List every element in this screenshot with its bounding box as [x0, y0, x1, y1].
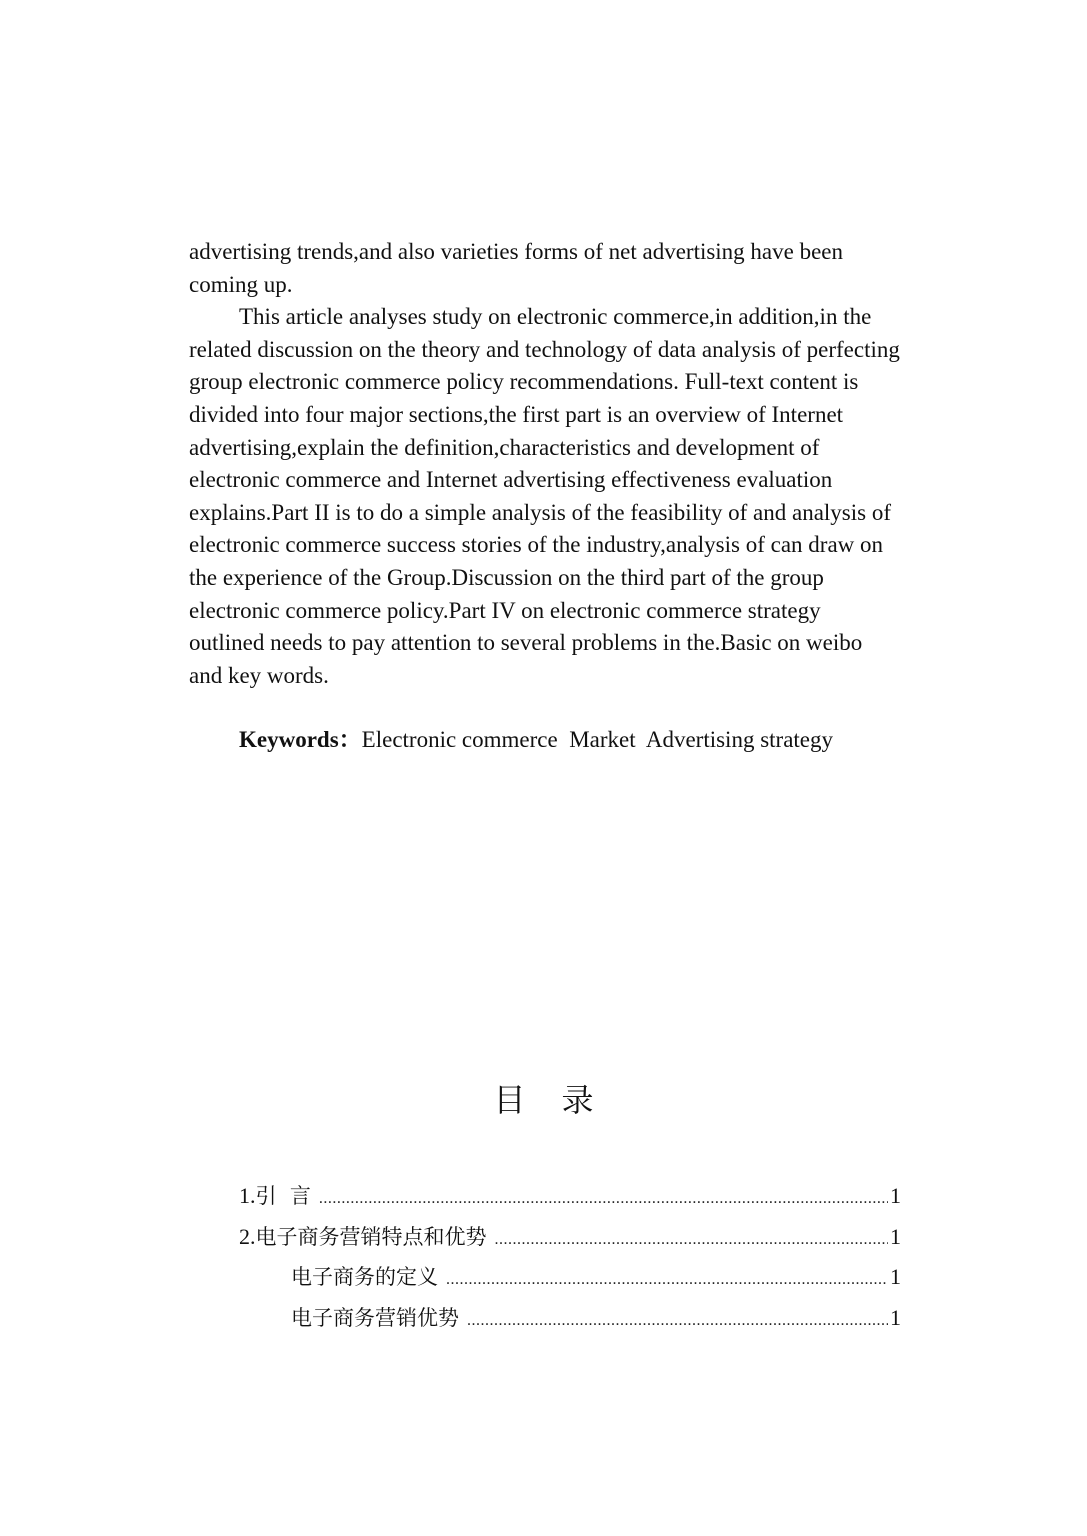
- toc-entry-text: 电子商务的定义: [291, 1265, 438, 1289]
- toc-leader-dots: [319, 1181, 888, 1217]
- keywords-line: [239, 724, 833, 756]
- abstract-paragraph: This article analyses study on electronic commerce,in addition,in the related discussion on the theory and technology of data analysis of perfecting group electronic commerce policy recommendations. Full-text content is divided into four major sections,the first part is an overview of Internet advertising,explain the definition,characteristics and development of electronic commerce and Internet advertising effectiveness evaluation explains.Part II is to do a simple analysis of the feasibility of and analysis of electronic commerce success stories of the industry,analysis of can draw on the experience of the Group.Discussion on the third part of the group electronic commerce policy.Part IV on electronic commerce strategy outlined needs to pay attention to several problems in the.Basic on weibo and key words.: [189, 304, 900, 688]
- toc-title-part1: 目: [493, 1081, 526, 1119]
- toc-entry-text: 电子商务营销优势: [291, 1305, 459, 1330]
- toc-title: [0, 1078, 1087, 1122]
- toc-leader-dots: [467, 1303, 888, 1339]
- keywords-value: Electronic commerce Market Advertising strategy: [361, 727, 834, 752]
- toc-entry-label: [239, 1178, 311, 1214]
- toc-entry-ecommerce-advantages[interactable]: [239, 1300, 901, 1341]
- toc-entry-number: 1.: [239, 1183, 256, 1208]
- toc-entry-page: 1: [890, 1183, 901, 1208]
- toc-entry-ecommerce-definition[interactable]: [239, 1259, 901, 1300]
- toc-entry-label: [291, 1259, 438, 1295]
- toc-title-part2: 录: [561, 1081, 594, 1119]
- toc-entry-text: 电子商务营销特点和优势: [255, 1224, 487, 1249]
- abstract-continuation-paragraph: advertising trends,and also varieties forms of net advertising have been coming up.: [189, 239, 844, 297]
- toc-leader-dots: [446, 1262, 888, 1298]
- toc-entry-number: 2.: [239, 1223, 256, 1249]
- toc-entry-label: [239, 1219, 487, 1255]
- toc-entry-page: 1: [890, 1264, 901, 1289]
- toc-entry-ecommerce-features[interactable]: [239, 1219, 901, 1260]
- toc-entry-page: 1: [890, 1304, 901, 1330]
- toc-leader-dots: [495, 1222, 889, 1258]
- table-of-contents: [239, 1178, 901, 1340]
- abstract-body: [189, 236, 901, 692]
- keywords-label: Keywords：: [239, 727, 362, 752]
- toc-entry-text: 引 言: [255, 1184, 311, 1208]
- toc-entry-introduction[interactable]: [239, 1178, 901, 1219]
- toc-entry-page: 1: [890, 1223, 901, 1249]
- toc-entry-label: [291, 1300, 459, 1336]
